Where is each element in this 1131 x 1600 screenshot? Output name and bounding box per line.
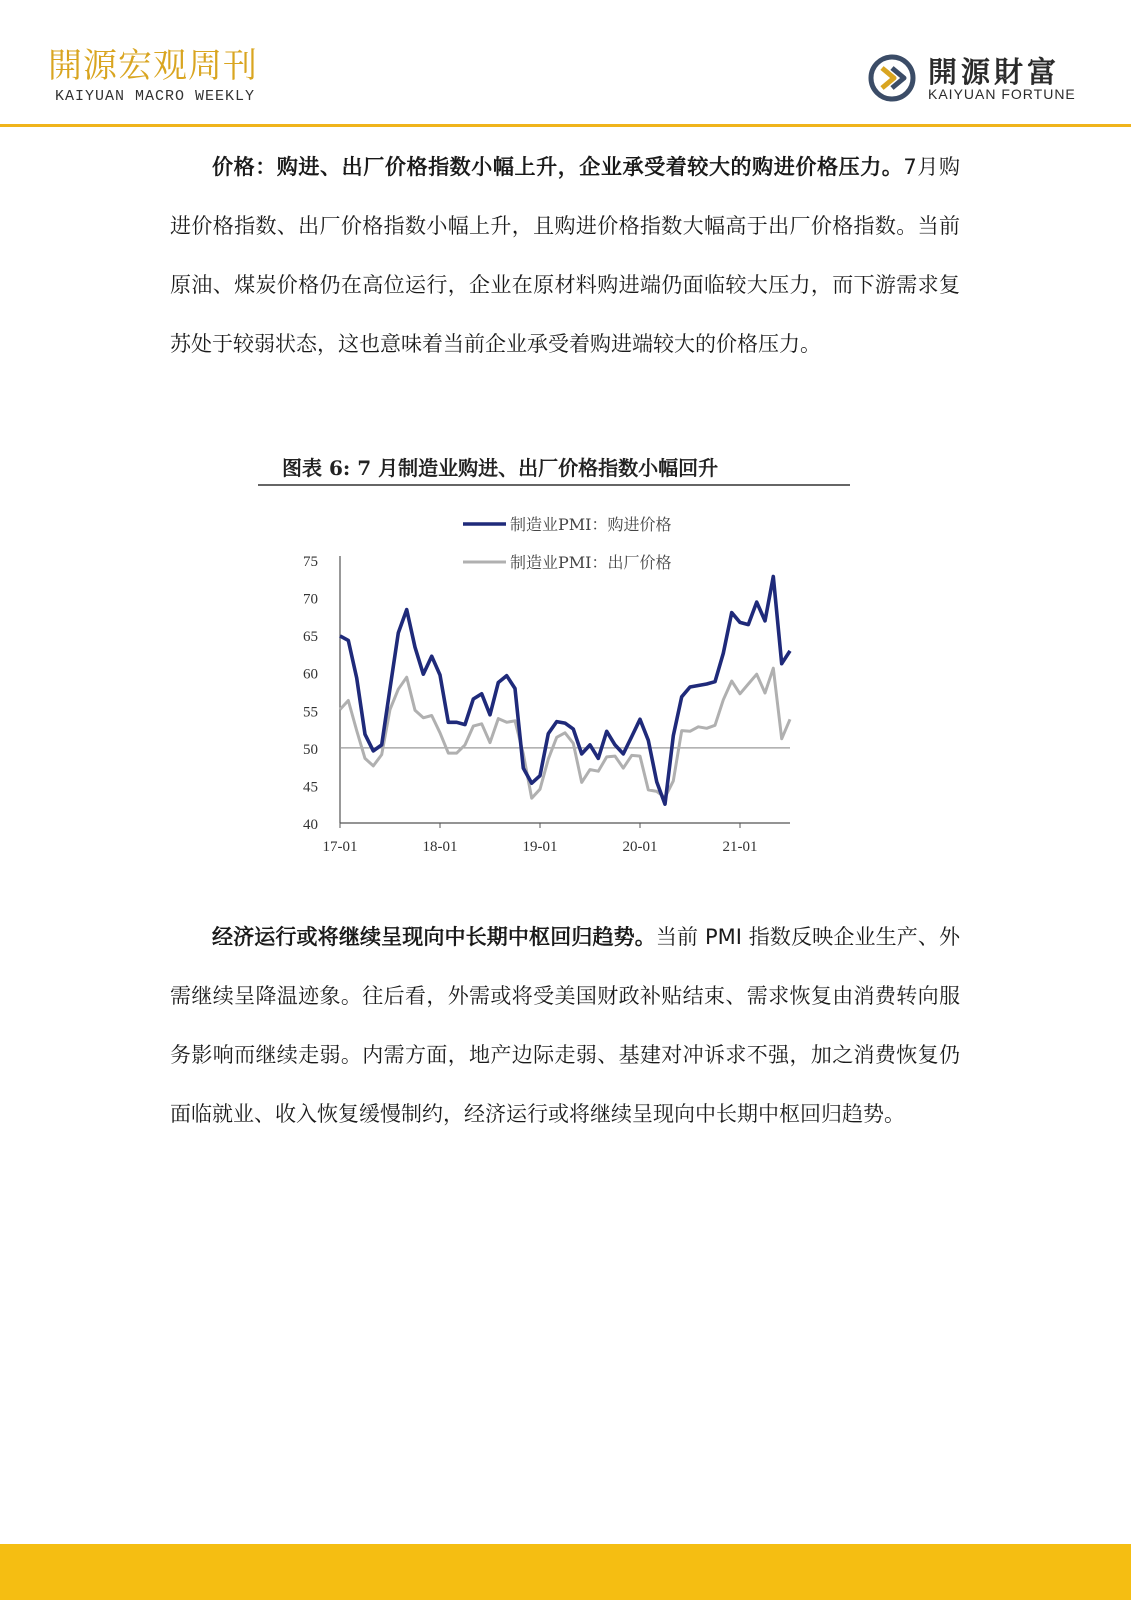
y-tick-label: 40 <box>303 817 318 833</box>
company-logo <box>866 50 1096 106</box>
x-tick-label: 20-01 <box>622 839 658 855</box>
publication-title: 開源宏观周刊 <box>48 46 258 86</box>
x-tick-label: 17-01 <box>322 839 358 855</box>
legend-label: 制造业PMI：出厂价格 <box>510 553 672 572</box>
legend-label: 制造业PMI：购进价格 <box>510 515 672 534</box>
paragraph-economy-lead: 经济运行或将继续呈现向中长期中枢回归趋势。 <box>212 925 656 949</box>
paragraph-price-body: 7月购进价格指数、出厂价格指数小幅上升，且购进价格指数大幅高于出厂价格指数。当前原油、煤炭价格仍在高位运行，企业在原材料购进端仍面临较大压力，而下游需求复苏处于较弱状态，这也意味着当前企业承受着购进端较大的价格压力。 <box>170 155 960 356</box>
x-tick-label: 18-01 <box>422 839 458 855</box>
figure-title-rule <box>258 484 850 486</box>
y-tick-label: 55 <box>303 704 318 721</box>
paragraph-price-lead: 价格：购进、出厂价格指数小幅上升，企业承受着较大的购进价格压力。 <box>212 155 904 179</box>
publication-subtitle: KAIYUAN MACRO WEEKLY <box>55 88 256 105</box>
paragraph-price <box>170 138 960 374</box>
y-tick-label: 65 <box>303 629 318 646</box>
logo-text-en: KAIYUAN FORTUNE <box>928 86 1076 102</box>
y-tick-label: 60 <box>303 666 318 683</box>
footer-bar <box>0 1544 1131 1600</box>
y-tick-label: 45 <box>303 779 318 796</box>
chart-background <box>258 488 850 868</box>
paragraph-economy-body: 当前 PMI 指数反映企业生产、外需继续呈降温迹象。往后看，外需或将受美国财政补贴结束、需求恢复由消费转向服务影响而继续走弱。内需方面，地产边际走弱、基建对冲诉求不强，加之消费恢复仍面临就业、收入恢复缓慢制约，经济运行或将继续呈现向中长期中枢回归趋势。 <box>170 925 961 1126</box>
y-tick-label: 50 <box>303 741 318 758</box>
pmi-price-chart <box>258 488 850 868</box>
y-tick-label: 75 <box>303 554 318 570</box>
kaiyuan-logo-icon <box>866 52 918 104</box>
logo-text-cn: 開源財富 <box>928 55 1061 89</box>
y-tick-label: 70 <box>303 591 318 608</box>
page-header <box>0 0 1131 128</box>
x-tick-label: 19-01 <box>522 839 558 855</box>
x-tick-label: 21-01 <box>722 839 758 855</box>
header-divider <box>0 124 1131 127</box>
paragraph-economy <box>170 908 960 1144</box>
figure-title: 图表 6: 7 月制造业购进、出厂价格指数小幅回升 <box>282 456 719 480</box>
